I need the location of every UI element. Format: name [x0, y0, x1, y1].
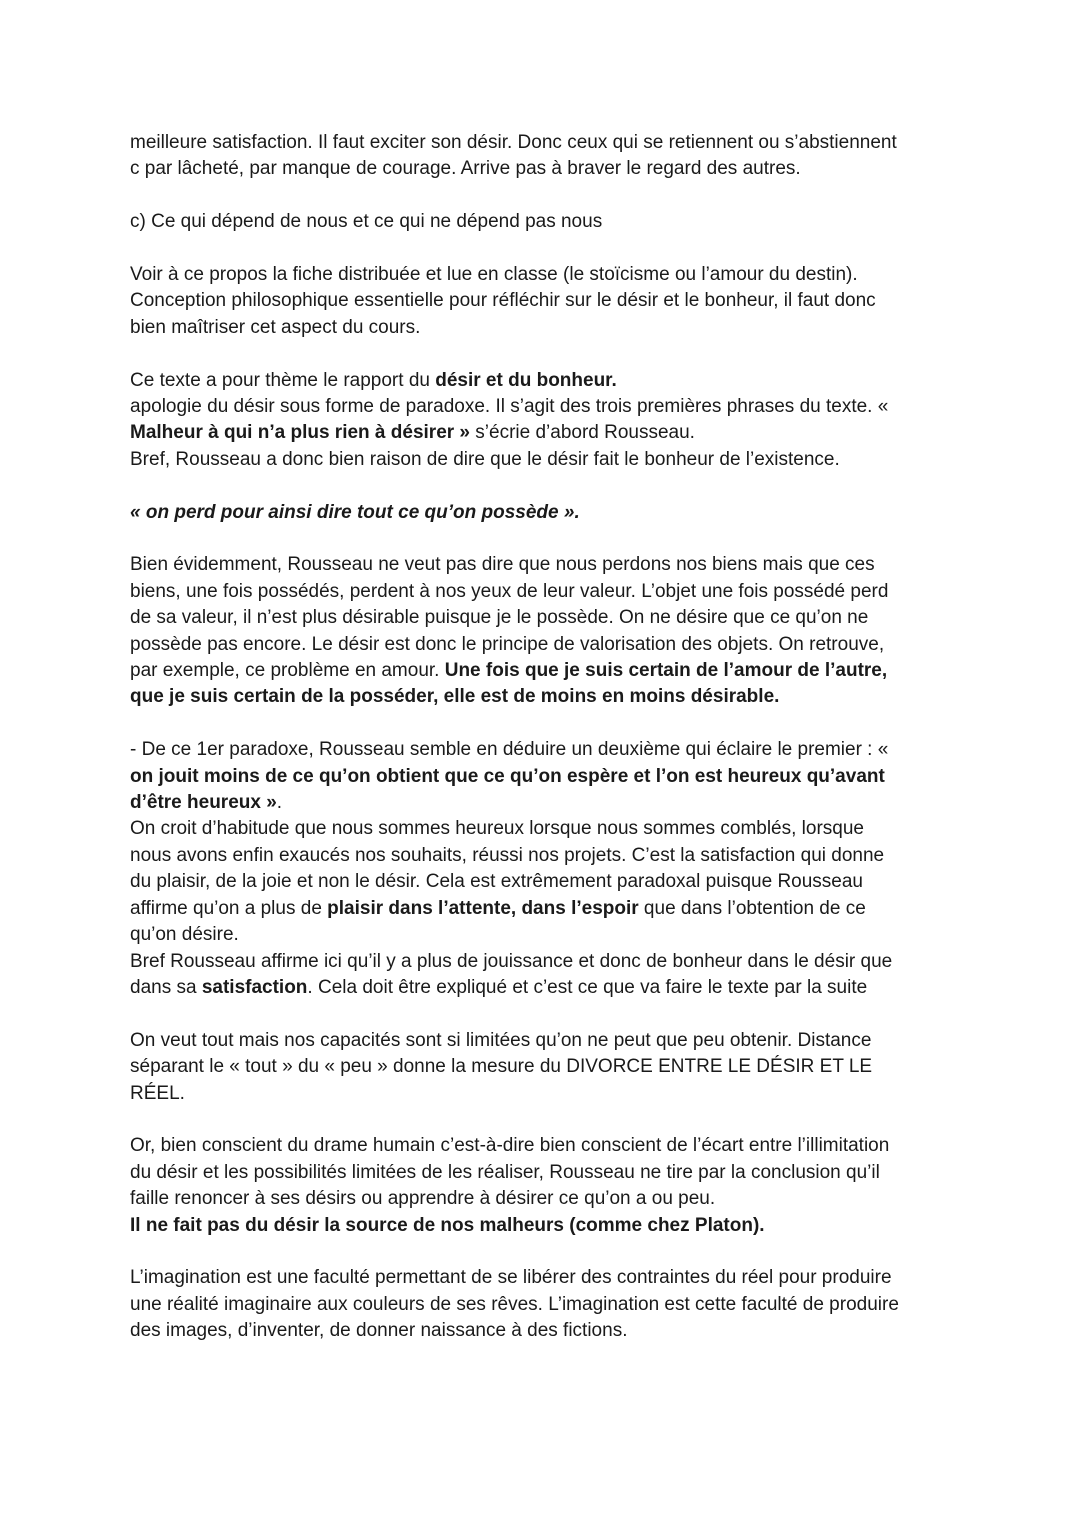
text-line: Conception philosophique essentielle pour réfléchir sur le désir et le bonheur, il faut donc: [130, 290, 876, 312]
bold-run: Une fois que je suis certain de l’amour de l’autre,: [444, 660, 888, 682]
paragraph-theme: [130, 368, 950, 474]
text-line: On veut tout mais nos capacités sont si limitées qu’on ne peut que peu obtenir. Distance: [130, 1029, 872, 1051]
text-line: meilleure satisfaction. Il faut exciter son désir. Donc ceux qui se retiennent ou s’abstiennent: [130, 132, 897, 153]
bold-run: Malheur à qui n’a plus rien à désirer »: [130, 422, 470, 444]
text-line: possède pas encore. Le désir est donc le principe de valorisation des objets. On retrouve,: [130, 633, 885, 655]
text-run: . Cela doit être expliqué et c’est ce que va faire le texte par la suite: [307, 976, 868, 998]
section-heading-c: c) Ce qui dépend de nous et ce qui ne dépend pas nous: [130, 211, 603, 233]
bold-run: plaisir dans l’attente, dans l’espoir: [327, 897, 639, 919]
paragraph-divorce: [130, 1028, 950, 1107]
text-line: du plaisir, de la joie et non le désir. Cela est extrêmement paradoxal puisque Rousseau: [130, 871, 863, 893]
text-line: [130, 764, 950, 790]
text-line: de sa valeur, il n’est plus désirable puisque je le possède. On ne désire que ce qu’on ne: [130, 607, 869, 629]
text-run: .: [276, 792, 283, 814]
paragraph-human-drama: [130, 1133, 950, 1239]
text-line: Voir à ce propos la fiche distribuée et lue en classe (le stoïcisme ou l’amour du destin).: [130, 264, 858, 285]
text-line: c par lâcheté, par manque de courage. Arrive pas à braver le regard des autres.: [130, 158, 801, 180]
bold-run: Il ne fait pas du désir la source de nos malheurs (comme chez Platon).: [130, 1214, 765, 1236]
text-line: Or, bien conscient du drame humain c’est-à-dire bien conscient de l’écart entre l’illimitation: [130, 1135, 890, 1157]
text-line: biens, une fois possédés, perdent à nos yeux de leur valeur. L’objet une fois possédé perd: [130, 580, 889, 602]
paragraph-stoicism: [130, 262, 950, 341]
text-line: Bien évidemment, Rousseau ne veut pas dire que nous perdons nos biens mais que ces: [130, 554, 875, 576]
text-run: par exemple, ce problème en amour.: [130, 660, 445, 682]
text-line: faille renoncer à ses désirs ou apprendre à désirer ce qu’on a ou peu.: [130, 1188, 716, 1210]
paragraph-possession: [130, 552, 950, 710]
text-line: nous avons enfin exaucés nos souhaits, réussi nos projets. C’est la satisfaction qui donne: [130, 844, 885, 866]
text-line: du désir et les possibilités limitées de les réaliser, Rousseau ne tire par la conclusion qu’il: [130, 1161, 880, 1183]
text-line: L’imagination est une faculté permettant de se libérer des contraintes du réel pour produire: [130, 1267, 892, 1289]
text-line: [130, 790, 950, 816]
text-line: [130, 420, 950, 446]
bold-run: satisfaction: [201, 976, 308, 998]
text-line: séparant le « tout » du « peu » donne la mesure du DIVORCE ENTRE LE DÉSIR ET LE: [130, 1056, 873, 1078]
text-line: [130, 1213, 950, 1239]
document-page: [130, 130, 950, 1345]
text-run: Ce texte a pour thème le rapport du: [130, 369, 436, 391]
bold-run: on jouit moins de ce qu’on obtient que ce qu’on espère et l’on est heureux qu’avant: [130, 765, 885, 787]
bold-run: que je suis certain de la posséder, elle est de moins en moins désirable.: [130, 686, 780, 708]
bold-run: désir et du bonheur.: [435, 369, 617, 391]
bold-run: d’être heureux »: [130, 792, 277, 814]
text-line: - De ce 1er paradoxe, Rousseau semble en déduire un deuxième qui éclaire le premier : «: [130, 739, 889, 761]
text-line: apologie du désir sous forme de paradoxe. Il s’agit des trois premières phrases du texte. «: [130, 396, 889, 418]
text-line: Bref Rousseau affirme ici qu’il y a plus de jouissance et donc de bonheur dans le désir que: [130, 950, 893, 972]
text-line: [130, 975, 950, 1001]
text-run: s’écrie d’abord Rousseau.: [470, 422, 695, 444]
paragraph-satisfaction: [130, 130, 950, 183]
text-line: On croit d’habitude que nous sommes heureux lorsque nous sommes comblés, lorsque: [130, 818, 864, 840]
text-line: des images, d’inventer, de donner naissance à des fictions.: [130, 1320, 628, 1342]
text-line: bien maîtriser cet aspect du cours.: [130, 316, 421, 338]
text-run: que dans l’obtention de ce: [638, 897, 866, 919]
text-run: affirme qu’on a plus de: [130, 897, 328, 919]
text-line: [130, 684, 950, 710]
text-run: dans sa: [130, 976, 202, 998]
paragraph-second-paradox: [130, 737, 950, 1001]
paragraph-imagination: [130, 1265, 950, 1344]
text-line: qu’on désire.: [130, 924, 239, 946]
text-line: une réalité imaginaire aux couleurs de ses rêves. L’imagination est cette faculté de produire: [130, 1293, 899, 1315]
text-line: [130, 368, 950, 394]
text-line: Bref, Rousseau a donc bien raison de dire que le désir fait le bonheur de l’existence.: [130, 448, 840, 470]
quote-heading: « on perd pour ainsi dire tout ce qu’on possède ».: [130, 501, 580, 523]
text-line: [130, 658, 950, 684]
text-line: RÉEL.: [130, 1082, 185, 1104]
text-line: [130, 896, 950, 922]
